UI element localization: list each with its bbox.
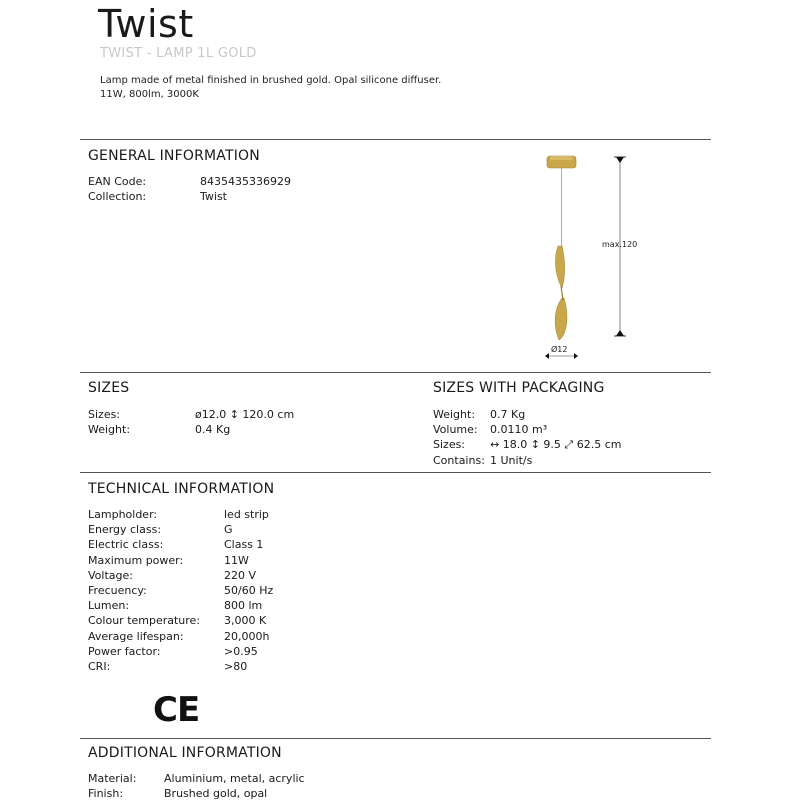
collection-value: Twist: [200, 190, 227, 204]
general-row-ean: [88, 174, 291, 189]
packaging-contains-value: 1 Unit/s: [490, 453, 533, 467]
material-label: Material:: [88, 772, 137, 785]
packaging-list: [433, 407, 621, 468]
tech-label: Voltage:: [88, 568, 133, 582]
ce-mark-icon: CE: [153, 690, 200, 730]
ean-label: EAN Code:: [88, 175, 147, 188]
ean-value: 8435435336929: [200, 175, 291, 188]
packaging-row-contains: [433, 453, 621, 468]
diameter-label: Ø12: [551, 345, 568, 354]
packaging-row-sizes: [433, 437, 621, 452]
tech-value: 3,000 K: [224, 614, 267, 628]
packaging-row-volume: [433, 422, 621, 437]
sizes-value: ø12.0 ↕ 120.0 cm: [195, 408, 295, 421]
lamp-drawing: [540, 148, 650, 372]
divider: [80, 372, 711, 373]
packaging-sizes-value: ↔ 18.0 ↕ 9.5 ⤢ 62.5 cm: [490, 438, 622, 452]
tech-row: [88, 583, 273, 598]
divider: [80, 738, 711, 739]
product-subtitle: TWIST - LAMP 1L GOLD: [100, 46, 257, 61]
tech-value: led strip: [224, 508, 269, 521]
tech-value: G: [224, 523, 233, 537]
tech-label: Electric class:: [88, 538, 164, 552]
tech-label: Lumen:: [88, 599, 130, 613]
tech-row: [88, 568, 273, 583]
general-list: [88, 174, 291, 204]
height-arrow-bottom-icon: [616, 330, 624, 336]
sizes-list: [88, 407, 294, 437]
tech-label: Lampholder:: [88, 508, 158, 521]
tech-label: Frecuency:: [88, 584, 147, 598]
packaging-sizes-label: Sizes:: [433, 438, 466, 452]
additional-list: [88, 771, 305, 801]
tech-value: 50/60 Hz: [224, 584, 274, 598]
diameter-arrow-right-icon: [574, 353, 578, 359]
tech-label: Energy class:: [88, 523, 162, 537]
finish-label: Finish:: [88, 787, 124, 801]
lamp-drawing-svg: [540, 148, 650, 368]
collection-label: Collection:: [88, 190, 147, 204]
general-heading: GENERAL INFORMATION: [88, 148, 260, 164]
additional-row-material: [88, 771, 305, 786]
tech-value: 220 V: [224, 568, 257, 582]
tech-label: Colour temperature:: [88, 614, 201, 628]
tech-row: [88, 659, 273, 674]
packaging-contains-label: Contains:: [433, 453, 485, 467]
packaging-weight-value: 0.7 Kg: [490, 408, 526, 421]
tech-row: [88, 598, 273, 613]
material-value: Aluminium, metal, acrylic: [164, 772, 305, 785]
product-description: [100, 74, 441, 102]
additional-row-finish: [88, 786, 305, 801]
tech-value: >80: [224, 660, 248, 674]
product-title: Twist: [98, 2, 194, 46]
sizes-label: Sizes:: [88, 408, 121, 421]
height-label: max.120: [602, 240, 638, 249]
tech-row: [88, 644, 273, 659]
tech-value: >0.95: [224, 644, 258, 658]
tech-label: CRI:: [88, 660, 111, 674]
tech-value: 11W: [224, 553, 249, 567]
lamp-upper-icon: [555, 246, 564, 288]
weight-value: 0.4 Kg: [195, 423, 231, 437]
height-arrow-top-icon: [616, 157, 624, 163]
packaging-row-weight: [433, 407, 621, 422]
lamp-lower-icon: [555, 298, 567, 340]
tech-row: [88, 613, 273, 628]
canopy-highlight: [550, 156, 573, 160]
technical-list: [88, 507, 273, 674]
packaging-volume-label: Volume:: [433, 423, 478, 437]
tech-row: [88, 507, 273, 522]
tech-label: Maximum power:: [88, 553, 184, 567]
technical-heading: TECHNICAL INFORMATION: [88, 481, 275, 497]
tech-value: Class 1: [224, 538, 264, 552]
weight-label: Weight:: [88, 423, 131, 437]
tech-row: [88, 629, 273, 644]
packaging-weight-label: Weight:: [433, 408, 476, 421]
divider: [80, 139, 711, 140]
tech-value: 20,000h: [224, 629, 270, 643]
sizes-row-sizes: [88, 407, 294, 422]
diameter-arrow-left-icon: [545, 353, 549, 359]
description-line-2: 11W, 800lm, 3000K: [100, 89, 199, 100]
tech-value: 800 lm: [224, 599, 263, 613]
tech-row: [88, 553, 273, 568]
packaging-volume-value: 0.0110 m³: [490, 423, 548, 437]
general-row-collection: [88, 189, 291, 204]
sizes-heading: SIZES: [88, 380, 130, 396]
tech-row: [88, 537, 273, 552]
finish-value: Brushed gold, opal: [164, 787, 268, 801]
packaging-heading: SIZES WITH PACKAGING: [433, 380, 605, 396]
additional-heading: ADDITIONAL INFORMATION: [88, 745, 282, 761]
divider: [80, 472, 711, 473]
tech-label: Power factor:: [88, 644, 161, 658]
tech-label: Average lifespan:: [88, 629, 184, 643]
tech-row: [88, 522, 273, 537]
sizes-row-weight: [88, 422, 294, 437]
description-line-1: Lamp made of metal finished in brushed gold. Opal silicone diffuser.: [100, 75, 442, 86]
